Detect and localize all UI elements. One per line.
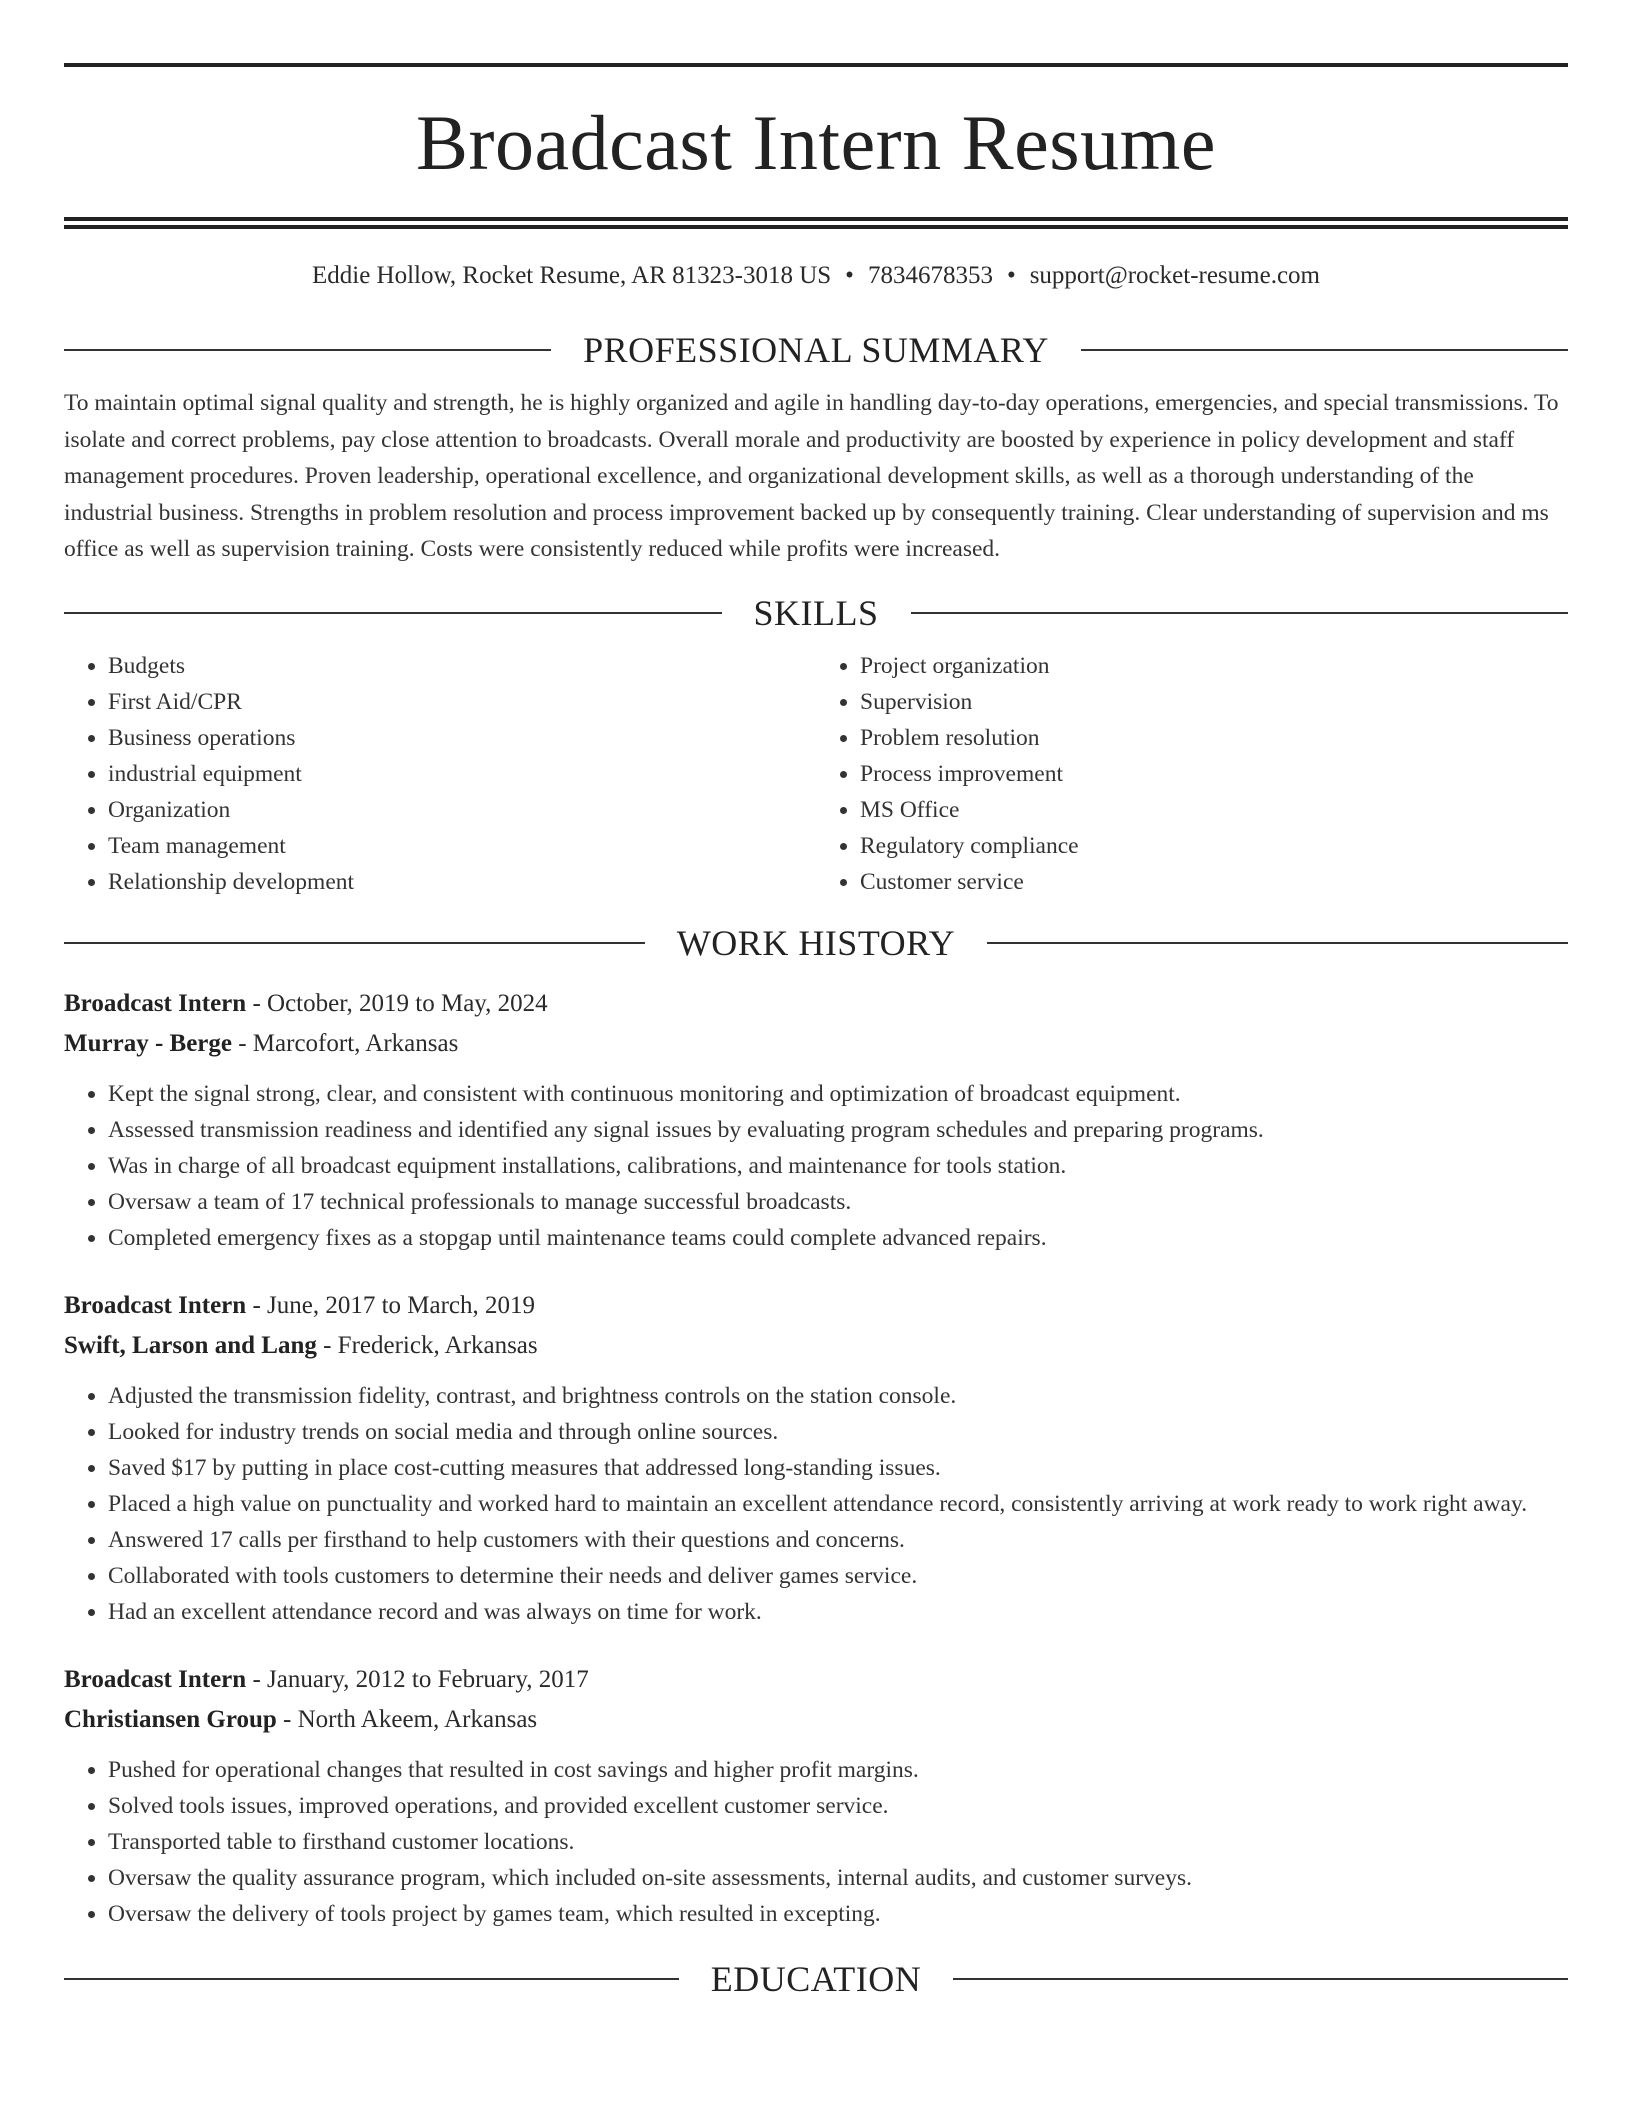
job-company: Swift, Larson and Lang xyxy=(64,1331,317,1359)
section-heading-skills xyxy=(64,590,1568,636)
heading-rule xyxy=(64,1978,679,1980)
job-entry xyxy=(64,984,1568,1256)
contact-line xyxy=(64,259,1568,293)
job-bullet: • Kept the signal strong, clear, and consistent with continuous monitoring and optimization of broadcast equipment. xyxy=(108,1076,1568,1112)
top-rule xyxy=(64,63,1568,67)
section-heading-work xyxy=(64,920,1568,966)
section-title: EDUCATION xyxy=(710,1958,922,1999)
job-bullet: • Solved tools issues, improved operations, and provided excellent customer service. xyxy=(108,1788,1568,1824)
skill-item: • Organization xyxy=(108,792,816,828)
job-company-line xyxy=(64,1024,1568,1064)
skill-item: • Problem resolution xyxy=(860,720,1568,756)
contact-address: Eddie Hollow, Rocket Resume, AR 81323-3018 US xyxy=(311,262,832,289)
job-entry xyxy=(64,1660,1568,1932)
skills-column-right xyxy=(816,648,1568,900)
job-bullets xyxy=(64,1378,1568,1630)
job-title-line xyxy=(64,1286,1568,1326)
skill-item: • Process improvement xyxy=(860,756,1568,792)
heading-rule xyxy=(987,942,1568,944)
job-bullet: • Oversaw a team of 17 technical professionals to manage successful broadcasts. xyxy=(108,1184,1568,1220)
job-bullet: • Had an excellent attendance record and was always on time for work. xyxy=(108,1594,1568,1630)
heading-rule xyxy=(1081,349,1568,351)
job-title-line xyxy=(64,1660,1568,1700)
job-location: - Frederick, Arkansas xyxy=(323,1331,538,1359)
resume-content xyxy=(64,0,1568,2002)
title-double-rule xyxy=(64,217,1568,229)
section-title: SKILLS xyxy=(753,592,879,633)
job-entry xyxy=(64,1286,1568,1630)
job-bullet: • Collaborated with tools customers to determine their needs and deliver games service. xyxy=(108,1558,1568,1594)
skill-item: • Budgets xyxy=(108,648,816,684)
resume-title: Broadcast Intern Resume xyxy=(416,99,1216,186)
job-title: Broadcast Intern xyxy=(64,1665,247,1693)
professional-summary: To maintain optimal signal quality and strength, he is highly organized and agile in handling day-to-day operations, emergencies, and special transmissions. To isolate and correct problems, pay close attention to broadcasts. Overall morale and productivity are boosted by experience in policy development and staff management procedures. Proven leadership, operational excellence, and organizational development skills, as well as a thorough understanding of the industrial business. Strengths in problem resolution and process improvement backed up by consequently training. Clear understanding of supervision and ms office as well as supervision training. Costs were consistently reduced while profits were increased. xyxy=(64,390,1559,562)
job-bullet: • Oversaw the quality assurance program, which included on-site assessments, internal audits, and customer surveys. xyxy=(108,1860,1568,1896)
job-bullet: • Completed emergency fixes as a stopgap until maintenance teams could complete advanced repairs. xyxy=(108,1220,1568,1256)
heading-rule xyxy=(64,612,722,614)
section-heading-summary xyxy=(64,327,1568,373)
heading-rule xyxy=(64,349,551,351)
section-title: PROFESSIONAL SUMMARY xyxy=(583,330,1049,370)
job-dates: - October, 2019 to May, 2024 xyxy=(252,989,548,1017)
skills-column-left xyxy=(64,648,816,900)
job-dates: - June, 2017 to March, 2019 xyxy=(252,1291,536,1319)
job-location: - Marcofort, Arkansas xyxy=(238,1029,459,1057)
job-company: Murray - Berge xyxy=(64,1029,232,1057)
heading-rule xyxy=(64,942,645,944)
job-company: Christiansen Group xyxy=(64,1705,277,1733)
skill-item: • industrial equipment xyxy=(108,756,816,792)
heading-rule xyxy=(911,612,1569,614)
skill-item: • Regulatory compliance xyxy=(860,828,1568,864)
job-title-line xyxy=(64,984,1568,1024)
job-bullet: • Answered 17 calls per firsthand to help customers with their questions and concerns. xyxy=(108,1522,1568,1558)
skill-item: • Relationship development xyxy=(108,864,816,900)
contact-separator: • xyxy=(845,262,854,289)
skill-item: • Customer service xyxy=(860,864,1568,900)
job-bullets xyxy=(64,1752,1568,1932)
contact-phone: 7834678353 xyxy=(867,262,993,289)
skill-item: • Business operations xyxy=(108,720,816,756)
job-bullet: • Was in charge of all broadcast equipment installations, calibrations, and maintenance for tools station. xyxy=(108,1148,1568,1184)
contact-separator: • xyxy=(1006,262,1016,289)
job-location: - North Akeem, Arkansas xyxy=(283,1705,538,1733)
heading-rule xyxy=(953,1978,1568,1980)
skill-item: • MS Office xyxy=(860,792,1568,828)
job-title: Broadcast Intern xyxy=(64,1291,247,1319)
job-company-line xyxy=(64,1700,1568,1740)
skill-item: • First Aid/CPR xyxy=(108,684,816,720)
job-bullet: • Pushed for operational changes that resulted in cost savings and higher profit margins. xyxy=(108,1752,1568,1788)
job-bullet: • Placed a high value on punctuality and worked hard to maintain an excellent attendance record, consistently arriving at work ready to work right away. xyxy=(108,1486,1568,1522)
job-bullet: • Oversaw the delivery of tools project by games team, which resulted in excepting. xyxy=(108,1896,1568,1932)
skill-item: • Team management xyxy=(108,828,816,864)
job-title: Broadcast Intern xyxy=(64,989,247,1017)
contact-email: support@rocket-resume.com xyxy=(1029,262,1320,289)
job-company-line xyxy=(64,1326,1568,1366)
skills-list xyxy=(64,648,1568,900)
job-bullet: • Assessed transmission readiness and identified any signal issues by evaluating program schedules and preparing programs. xyxy=(108,1112,1568,1148)
job-bullets xyxy=(64,1076,1568,1256)
job-bullet: • Saved $17 by putting in place cost-cutting measures that addressed long-standing issues. xyxy=(108,1450,1568,1486)
job-bullet: • Adjusted the transmission fidelity, contrast, and brightness controls on the station console. xyxy=(108,1378,1568,1414)
skill-item: • Project organization xyxy=(860,648,1568,684)
section-heading-education xyxy=(64,1956,1568,2002)
section-title: WORK HISTORY xyxy=(676,922,956,963)
job-bullet: • Looked for industry trends on social media and through online sources. xyxy=(108,1414,1568,1450)
job-bullet: • Transported table to firsthand customer locations. xyxy=(108,1824,1568,1860)
skill-item: • Supervision xyxy=(860,684,1568,720)
job-dates: - January, 2012 to February, 2017 xyxy=(252,1665,589,1693)
